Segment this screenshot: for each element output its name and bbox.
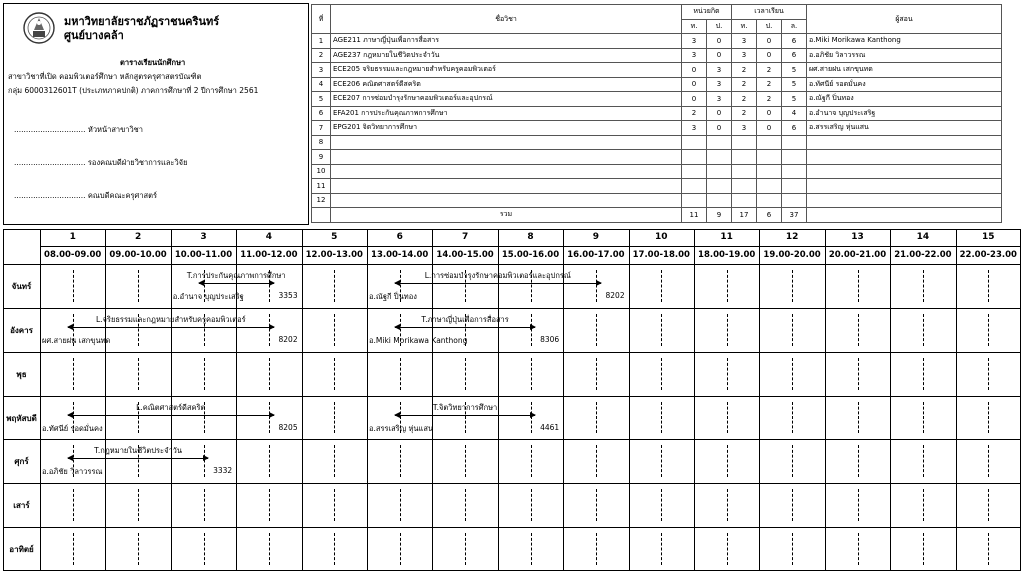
period-number: 10 bbox=[655, 232, 668, 242]
half-hour-dash bbox=[596, 358, 597, 390]
half-hour-dash bbox=[596, 314, 597, 346]
day-label: พฤหัสบดี bbox=[6, 413, 37, 423]
half-hour-dash bbox=[596, 489, 597, 521]
table-row bbox=[312, 135, 1002, 150]
table-row bbox=[312, 77, 1002, 92]
course-cell-h1: 2 bbox=[732, 92, 757, 107]
course-cell-instructor: ผศ.สายฝน เสกขุนทด bbox=[807, 63, 1002, 78]
day-divider bbox=[3, 308, 1021, 309]
total-label: รวม bbox=[331, 208, 682, 223]
course-cell-h2 bbox=[757, 164, 782, 179]
document-title: ตารางเรียนนักศึกษา bbox=[120, 58, 186, 67]
total-h3: 37 bbox=[782, 208, 807, 223]
course-cell-subject: ECE207 การซ่อมบำรุงรักษาคอมพิวเตอร์และอุปกรณ์ bbox=[331, 92, 682, 107]
class-span-arrow bbox=[68, 327, 274, 328]
half-hour-dash bbox=[792, 358, 793, 390]
class-name: T.จิตวิทยาการศึกษา bbox=[432, 402, 498, 412]
period-divider bbox=[629, 229, 630, 571]
half-hour-dash bbox=[792, 533, 793, 565]
course-cell-subject: AGE211 ภาษาญี่ปุ่นเพื่อการสื่อสาร bbox=[331, 34, 682, 49]
course-cell-h2 bbox=[757, 135, 782, 150]
day-divider bbox=[3, 527, 1021, 528]
class-name: T.กฎหมายในชีวิตประจำวัน bbox=[94, 446, 183, 456]
class-name: L.การซ่อมบำรุงรักษาคอมพิวเตอร์และอุปกรณ์ bbox=[424, 271, 571, 280]
class-span-arrow bbox=[395, 283, 601, 284]
day-divider bbox=[3, 352, 1021, 353]
course-cell-h3: 6 bbox=[782, 48, 807, 63]
course-cell-subject: EPG201 จิตวิทยาการศึกษา bbox=[331, 121, 682, 136]
class-span-arrow bbox=[199, 283, 274, 284]
period-number: 1 bbox=[69, 232, 76, 242]
half-hour-dash bbox=[727, 314, 728, 346]
half-hour-dash bbox=[204, 358, 205, 390]
course-cell-h1 bbox=[732, 135, 757, 150]
total-c2: 9 bbox=[707, 208, 732, 223]
half-hour-dash bbox=[269, 358, 270, 390]
half-hour-dash bbox=[531, 489, 532, 521]
half-hour-dash bbox=[334, 533, 335, 565]
course-cell-h2 bbox=[757, 150, 782, 165]
period-divider bbox=[694, 229, 695, 571]
period-time: 19.00-20.00 bbox=[763, 250, 821, 260]
course-cell-instructor bbox=[807, 135, 1002, 150]
course-cell-instructor: อ.ทัศนีย์ รอดมั่นคง bbox=[807, 77, 1002, 92]
half-hour-dash bbox=[923, 270, 924, 302]
course-cell-c1 bbox=[682, 164, 707, 179]
course-cell-h2 bbox=[757, 193, 782, 208]
course-cell-c2: 0 bbox=[707, 106, 732, 121]
class-lecturer: ผศ.สายฝน เสกขุนทด bbox=[42, 335, 111, 345]
course-cell-h2: 0 bbox=[757, 121, 782, 136]
period-time: 22.00-23.00 bbox=[959, 250, 1017, 260]
course-cell-h3 bbox=[782, 179, 807, 194]
period-number: 9 bbox=[592, 232, 600, 242]
course-cell-c1: 2 bbox=[682, 106, 707, 121]
period-time: 15.00-16.00 bbox=[501, 250, 560, 260]
course-cell-instructor: อ.ณัฐกี ปิ่นทอง bbox=[807, 92, 1002, 107]
half-hour-dash bbox=[661, 489, 662, 521]
col-credit-t: ท. bbox=[682, 19, 707, 34]
half-hour-dash bbox=[988, 270, 989, 302]
col-instructor: ผู้สอน bbox=[807, 5, 1002, 34]
half-hour-dash bbox=[727, 402, 728, 434]
class-lecturer: อ.อภิชัย วิลาวรรณ bbox=[42, 467, 103, 477]
period-number: 12 bbox=[785, 232, 799, 242]
half-hour-dash bbox=[269, 445, 270, 477]
period-time: 14.00-15.00 bbox=[436, 250, 494, 260]
half-hour-dash bbox=[334, 489, 335, 521]
half-hour-dash bbox=[269, 533, 270, 565]
half-hour-dash bbox=[988, 358, 989, 390]
period-time: 18.00-19.00 bbox=[698, 250, 756, 260]
period-number: 11 bbox=[720, 232, 733, 242]
course-cell-c2 bbox=[707, 193, 732, 208]
half-hour-dash bbox=[792, 270, 793, 302]
class-room: 8205 bbox=[278, 422, 298, 432]
course-cell-h1: 2 bbox=[732, 106, 757, 121]
class-name: T.ภาษาญี่ปุ่นเพื่อการสื่อสาร bbox=[421, 314, 509, 324]
half-hour-dash bbox=[73, 358, 74, 390]
course-cell-instructor: อ.Miki Morikawa Kanthong bbox=[807, 34, 1002, 49]
university-name: มหาวิทยาลัยราชภัฏราชนครินทร์ bbox=[64, 15, 220, 28]
period-divider bbox=[825, 229, 826, 571]
period-time: 10.00-11.00 bbox=[174, 250, 233, 260]
half-hour-dash bbox=[923, 402, 924, 434]
class-span-arrow bbox=[395, 327, 535, 328]
table-row bbox=[312, 164, 1002, 179]
col-credits: หน่วยกิต bbox=[682, 5, 732, 20]
half-hour-dash bbox=[661, 358, 662, 390]
course-cell-no: 4 bbox=[312, 77, 331, 92]
course-cell-h3 bbox=[782, 150, 807, 165]
header-divider bbox=[40, 246, 1021, 247]
university-seal-icon bbox=[22, 10, 56, 46]
half-hour-dash bbox=[334, 445, 335, 477]
total-h2: 6 bbox=[757, 208, 782, 223]
half-hour-dash bbox=[923, 358, 924, 390]
col-no: ที่ bbox=[312, 5, 331, 34]
table-row bbox=[312, 34, 1002, 49]
table-row bbox=[312, 193, 1002, 208]
day-label: อังคาร bbox=[10, 325, 33, 335]
period-divider bbox=[105, 229, 106, 571]
course-table bbox=[311, 4, 1002, 223]
course-cell-c1 bbox=[682, 193, 707, 208]
day-label: อาทิตย์ bbox=[9, 545, 34, 555]
period-number: 3 bbox=[200, 232, 207, 242]
half-hour-dash bbox=[988, 489, 989, 521]
program-line: สาขาวิชาที่เปิด คอมพิวเตอร์ศึกษา หลักสูตรครุศาสตรบัณฑิต bbox=[8, 72, 202, 81]
half-hour-dash bbox=[988, 314, 989, 346]
class-lecturer: อ.Miki Morikawa Kanthong bbox=[369, 335, 468, 345]
table-row bbox=[312, 48, 1002, 63]
half-hour-dash bbox=[661, 445, 662, 477]
half-hour-dash bbox=[269, 489, 270, 521]
course-cell-c2: 0 bbox=[707, 48, 732, 63]
half-hour-dash bbox=[858, 402, 859, 434]
group-line: กลุ่ม 6000312601T (ประเภทภาคปกติ) ภาคการศึกษาที่ 2 ปีการศึกษา 2561 bbox=[8, 86, 259, 95]
period-number: 2 bbox=[134, 232, 142, 242]
class-lecturer: อ.ณัฐกี ปิ่นทอง bbox=[369, 292, 417, 301]
half-hour-dash bbox=[465, 358, 466, 390]
course-cell-h2: 2 bbox=[757, 63, 782, 78]
course-cell-no: 12 bbox=[312, 193, 331, 208]
course-cell-h2: 2 bbox=[757, 77, 782, 92]
col-credit-p: ป. bbox=[707, 19, 732, 34]
course-cell-h1 bbox=[732, 179, 757, 194]
half-hour-dash bbox=[596, 445, 597, 477]
course-cell-c1: 3 bbox=[682, 48, 707, 63]
course-cell-h2: 0 bbox=[757, 34, 782, 49]
course-cell-instructor: อ.อภิชัย วิลาวรรณ bbox=[807, 48, 1002, 63]
course-cell-h1: 2 bbox=[732, 63, 757, 78]
half-hour-dash bbox=[727, 358, 728, 390]
class-room: 8202 bbox=[605, 291, 625, 300]
half-hour-dash bbox=[73, 489, 74, 521]
half-hour-dash bbox=[73, 533, 74, 565]
course-cell-c2: 3 bbox=[707, 63, 732, 78]
course-cell-h3 bbox=[782, 193, 807, 208]
period-number: 8 bbox=[527, 232, 534, 242]
course-cell-c1: 0 bbox=[682, 77, 707, 92]
half-hour-dash bbox=[858, 270, 859, 302]
course-cell-no: 6 bbox=[312, 106, 331, 121]
day-divider bbox=[3, 483, 1021, 484]
class-name: L.จริยธรรมและกฎหมายสำหรับครูคอมพิวเตอร์ bbox=[95, 314, 246, 324]
signature-head: .............................. หัวหน้าสาขาวิชา bbox=[14, 125, 143, 134]
course-cell-instructor bbox=[807, 164, 1002, 179]
course-cell-h3: 5 bbox=[782, 92, 807, 107]
course-cell-h1: 2 bbox=[732, 77, 757, 92]
half-hour-dash bbox=[465, 533, 466, 565]
col-hour-l: ล. bbox=[782, 19, 807, 34]
half-hour-dash bbox=[727, 270, 728, 302]
class-room: 8202 bbox=[278, 334, 298, 344]
course-cell-h1: 3 bbox=[732, 48, 757, 63]
course-cell-no: 9 bbox=[312, 150, 331, 165]
class-room: 3332 bbox=[213, 466, 233, 476]
course-cell-subject bbox=[331, 135, 682, 150]
period-time: 17.00-18.00 bbox=[632, 250, 690, 260]
course-cell-c1 bbox=[682, 150, 707, 165]
class-room: 3353 bbox=[278, 291, 298, 300]
course-cell-c2: 3 bbox=[707, 77, 732, 92]
half-hour-dash bbox=[465, 445, 466, 477]
table-row bbox=[312, 121, 1002, 136]
half-hour-dash bbox=[138, 358, 139, 390]
course-cell-no: 1 bbox=[312, 34, 331, 49]
course-cell-c1 bbox=[682, 135, 707, 150]
half-hour-dash bbox=[923, 314, 924, 346]
half-hour-dash bbox=[858, 358, 859, 390]
table-row bbox=[312, 150, 1002, 165]
course-cell-instructor bbox=[807, 150, 1002, 165]
period-time: 16.00-17.00 bbox=[567, 250, 625, 260]
half-hour-dash bbox=[923, 533, 924, 565]
half-hour-dash bbox=[727, 533, 728, 565]
class-lecturer: อ.อำนาจ บุญประเสริฐ bbox=[172, 292, 244, 301]
course-cell-subject: ECE205 จริยธรรมและกฎหมายสำหรับครูคอมพิวเตอร์ bbox=[331, 63, 682, 78]
half-hour-dash bbox=[204, 533, 205, 565]
half-hour-dash bbox=[661, 533, 662, 565]
campus-name: ศูนย์บางคล้า bbox=[64, 29, 124, 42]
course-cell-h2 bbox=[757, 179, 782, 194]
course-cell-c2 bbox=[707, 179, 732, 194]
day-label: เสาร์ bbox=[13, 501, 30, 511]
course-cell-no: 10 bbox=[312, 164, 331, 179]
course-cell-instructor: อ.อำนาจ บุญประเสริฐ bbox=[807, 106, 1002, 121]
course-cell-no: 7 bbox=[312, 121, 331, 136]
period-time: 13.00-14.00 bbox=[371, 250, 429, 260]
half-hour-dash bbox=[138, 489, 139, 521]
course-cell-h3: 6 bbox=[782, 121, 807, 136]
half-hour-dash bbox=[596, 402, 597, 434]
course-cell-h1: 3 bbox=[732, 34, 757, 49]
period-time: 11.00-12.00 bbox=[240, 250, 298, 260]
course-cell-no: 11 bbox=[312, 179, 331, 194]
class-room: 4461 bbox=[540, 422, 560, 432]
period-number: 7 bbox=[461, 232, 469, 242]
header-bottom bbox=[3, 264, 1021, 265]
class-span-arrow bbox=[68, 458, 208, 459]
period-divider bbox=[302, 229, 303, 571]
period-time: 12.00-13.00 bbox=[305, 250, 363, 260]
period-time: 21.00-22.00 bbox=[894, 250, 952, 260]
col-hour-t: ท. bbox=[732, 19, 757, 34]
day-divider bbox=[3, 439, 1021, 440]
table-row bbox=[312, 63, 1002, 78]
class-lecturer: อ.สรรเสริญ หุ่นแสน bbox=[369, 423, 434, 433]
half-hour-dash bbox=[858, 533, 859, 565]
period-time: 20.00-21.00 bbox=[828, 250, 887, 260]
course-cell-h3: 4 bbox=[782, 106, 807, 121]
course-cell-h2: 0 bbox=[757, 106, 782, 121]
half-hour-dash bbox=[73, 270, 74, 302]
half-hour-dash bbox=[792, 445, 793, 477]
period-number: 5 bbox=[331, 232, 338, 242]
day-label: พุธ bbox=[16, 369, 27, 379]
course-cell-h3: 5 bbox=[782, 77, 807, 92]
course-cell-instructor bbox=[807, 193, 1002, 208]
period-divider bbox=[759, 229, 760, 571]
day-col-divider bbox=[40, 229, 41, 571]
signature-vice-dean: .............................. รองคณบดีฝ่ายวิชาการและวิจัย bbox=[14, 158, 188, 167]
half-hour-dash bbox=[923, 445, 924, 477]
table-row bbox=[312, 106, 1002, 121]
course-cell-no: 5 bbox=[312, 92, 331, 107]
table-row bbox=[312, 92, 1002, 107]
course-cell-c1: 3 bbox=[682, 121, 707, 136]
half-hour-dash bbox=[334, 402, 335, 434]
half-hour-dash bbox=[400, 445, 401, 477]
period-number: 13 bbox=[851, 232, 864, 242]
class-span-arrow bbox=[395, 415, 535, 416]
course-cell-subject: EFA201 การประกันคุณภาพการศึกษา bbox=[331, 106, 682, 121]
signature-dean: .............................. คณบดีคณะครุศาสตร์ bbox=[14, 191, 158, 200]
course-cell-h1: 3 bbox=[732, 121, 757, 136]
class-room: 8306 bbox=[540, 334, 560, 344]
half-hour-dash bbox=[727, 445, 728, 477]
course-cell-h2: 2 bbox=[757, 92, 782, 107]
col-hour-p: ป. bbox=[757, 19, 782, 34]
col-subject: ชื่อวิชา bbox=[331, 5, 682, 34]
course-cell-h3 bbox=[782, 164, 807, 179]
half-hour-dash bbox=[988, 402, 989, 434]
period-number: 4 bbox=[265, 232, 273, 242]
period-time: 08.00-09.00 bbox=[44, 250, 102, 260]
course-cell-c1: 0 bbox=[682, 63, 707, 78]
period-time: 09.00-10.00 bbox=[109, 250, 167, 260]
course-cell-c2 bbox=[707, 164, 732, 179]
half-hour-dash bbox=[858, 314, 859, 346]
course-cell-no: 2 bbox=[312, 48, 331, 63]
half-hour-dash bbox=[988, 533, 989, 565]
course-cell-subject bbox=[331, 193, 682, 208]
course-cell-c2: 3 bbox=[707, 92, 732, 107]
total-c1: 11 bbox=[682, 208, 707, 223]
course-cell-subject bbox=[331, 179, 682, 194]
day-label: จันทร์ bbox=[11, 281, 32, 291]
class-span-arrow bbox=[68, 415, 274, 416]
course-cell-h1 bbox=[732, 193, 757, 208]
half-hour-dash bbox=[661, 270, 662, 302]
course-cell-subject bbox=[331, 164, 682, 179]
course-cell-h2: 0 bbox=[757, 48, 782, 63]
course-cell-c1: 3 bbox=[682, 34, 707, 49]
half-hour-dash bbox=[204, 489, 205, 521]
course-cell-instructor: อ.สรรเสริญ หุ่นแสน bbox=[807, 121, 1002, 136]
course-cell-subject: ECE206 คณิตศาสตร์ดีสคริต bbox=[331, 77, 682, 92]
half-hour-dash bbox=[858, 445, 859, 477]
course-cell-c2 bbox=[707, 135, 732, 150]
half-hour-dash bbox=[138, 533, 139, 565]
course-cell-h3: 6 bbox=[782, 34, 807, 49]
class-lecturer: อ.ทัศนีย์ รอดมั่นคง bbox=[42, 423, 103, 433]
day-divider bbox=[3, 396, 1021, 397]
half-hour-dash bbox=[465, 489, 466, 521]
period-number: 14 bbox=[916, 232, 930, 242]
course-cell-c1: 0 bbox=[682, 92, 707, 107]
half-hour-dash bbox=[858, 489, 859, 521]
half-hour-dash bbox=[661, 402, 662, 434]
day-label: ศุกร์ bbox=[14, 457, 29, 467]
period-divider bbox=[956, 229, 957, 571]
course-cell-h1 bbox=[732, 164, 757, 179]
half-hour-dash bbox=[400, 358, 401, 390]
half-hour-dash bbox=[400, 489, 401, 521]
half-hour-dash bbox=[334, 314, 335, 346]
half-hour-dash bbox=[531, 445, 532, 477]
half-hour-dash bbox=[138, 270, 139, 302]
col-hours: เวลาเรียน bbox=[732, 5, 807, 20]
course-cell-instructor bbox=[807, 179, 1002, 194]
half-hour-dash bbox=[531, 533, 532, 565]
course-cell-c2: 0 bbox=[707, 34, 732, 49]
half-hour-dash bbox=[792, 489, 793, 521]
half-hour-dash bbox=[792, 314, 793, 346]
half-hour-dash bbox=[334, 270, 335, 302]
half-hour-dash bbox=[923, 489, 924, 521]
half-hour-dash bbox=[596, 533, 597, 565]
period-divider bbox=[890, 229, 891, 571]
period-number: 6 bbox=[396, 232, 403, 242]
course-cell-c2 bbox=[707, 150, 732, 165]
table-row bbox=[312, 179, 1002, 194]
class-name: L.คณิตศาสตร์ดีสคริต bbox=[136, 402, 206, 412]
course-cell-subject bbox=[331, 150, 682, 165]
half-hour-dash bbox=[400, 533, 401, 565]
half-hour-dash bbox=[727, 489, 728, 521]
course-cell-no: 8 bbox=[312, 135, 331, 150]
half-hour-dash bbox=[531, 358, 532, 390]
course-cell-no: 3 bbox=[312, 63, 331, 78]
course-cell-h3 bbox=[782, 135, 807, 150]
course-cell-h1 bbox=[732, 150, 757, 165]
period-number: 15 bbox=[982, 232, 995, 242]
course-cell-c1 bbox=[682, 179, 707, 194]
half-hour-dash bbox=[334, 358, 335, 390]
course-cell-h3: 5 bbox=[782, 63, 807, 78]
total-h1: 17 bbox=[732, 208, 757, 223]
course-cell-subject: AGE237 กฎหมายในชีวิตประจำวัน bbox=[331, 48, 682, 63]
half-hour-dash bbox=[661, 314, 662, 346]
course-cell-c2: 0 bbox=[707, 121, 732, 136]
half-hour-dash bbox=[988, 445, 989, 477]
half-hour-dash bbox=[792, 402, 793, 434]
class-name: T.การประกันคุณภาพการศึกษา bbox=[186, 271, 286, 280]
